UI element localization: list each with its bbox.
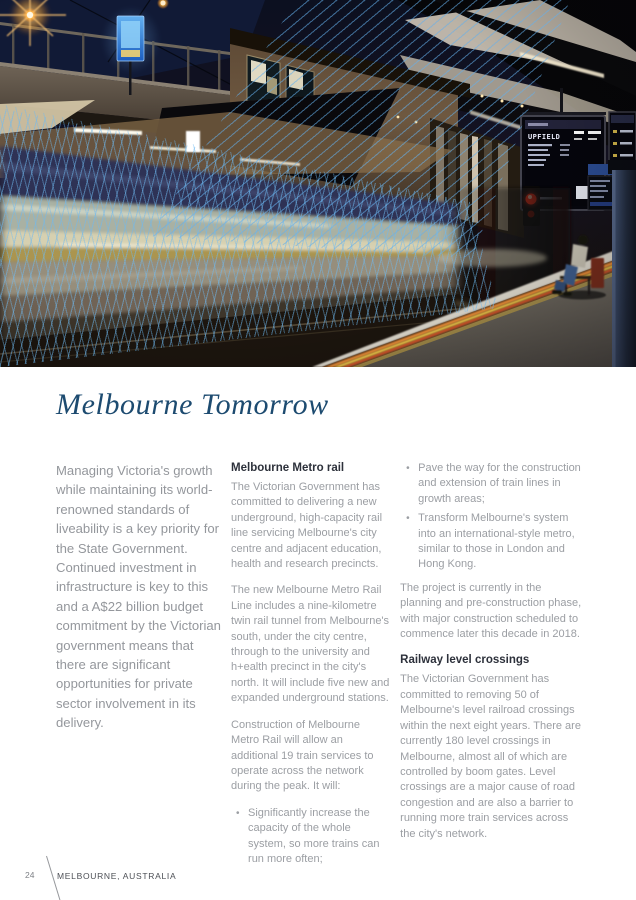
metro-column [231, 461, 390, 871]
bullet-text: Significantly increase the capacity of the whole system, so more trains can run more often; [248, 806, 380, 865]
bullet-marker: • [406, 513, 410, 525]
metro-paragraph: The Victorian Government has committed to delivering a new underground, high-capacity rail line servicing Melbourne's city centre and adjacent education, health and research precincts. [231, 481, 383, 571]
intro-text: Managing Victoria's growth while maintaining its world-renowned standards of liveability is a key priority for the State Government. Continued investment in infrastructure is key to this and a A$22 billion budget commitment by the Victorian government means that there are significant opportunities for private sector involvement in its delivery. [56, 463, 221, 731]
bullet-marker: • [406, 463, 410, 474]
page-title: Melbourne Tomorrow [56, 388, 329, 421]
crossings-heading: Railway level crossings [400, 654, 530, 667]
metro-heading: Melbourne Metro rail [231, 462, 345, 474]
right-bullet-item [400, 461, 584, 507]
content-columns [56, 461, 584, 871]
bullet-text: Pave the way for the construction and extension of train lines in growth areas; [418, 462, 581, 505]
intro-column [56, 461, 224, 733]
right-bullet-list [400, 461, 584, 573]
metro-bullet-item [231, 806, 390, 868]
right-bullet-item [400, 511, 584, 573]
station-photo-scene [0, 0, 636, 367]
hero-photo [0, 0, 636, 367]
metro-paragraph: The new Melbourne Metro Rail Line includes a nine-kilometre twin rail tunnel from Melbourne's south, under the city centre, through to the university and h+ealth precinct in the city's north. It will include five new and expanded underground stations. [231, 584, 390, 705]
bullet-text: Transform Melbourne's system into an international-style metro, similar to those in London and Hong Kong. [418, 512, 575, 571]
crossings-paragraph: The Victorian Government has committed to removing 50 of Melbourne's level railroad crossings within the next eight years. There are currently 180 level crossings in Melbourne, almost all of which are controlled by boom gates. Level crossings are a major cause of road congestion and are also a barrier to running more train services across the city's network. [400, 673, 581, 840]
right-column [400, 461, 584, 853]
page-number: 24 [25, 870, 35, 880]
vignette [0, 0, 636, 367]
bullet-marker: • [236, 807, 240, 819]
project-status-paragraph: The project is currently in the planning and pre-construction phase, with major construction scheduled to commence later this decade in 2018. [400, 581, 582, 641]
metro-paragraph: Construction of Melbourne Metro Rail will allow an additional 19 train services to operate across the network during the peak. It will: [231, 718, 374, 793]
footer-location: MELBOURNE, AUSTRALIA [57, 871, 177, 881]
